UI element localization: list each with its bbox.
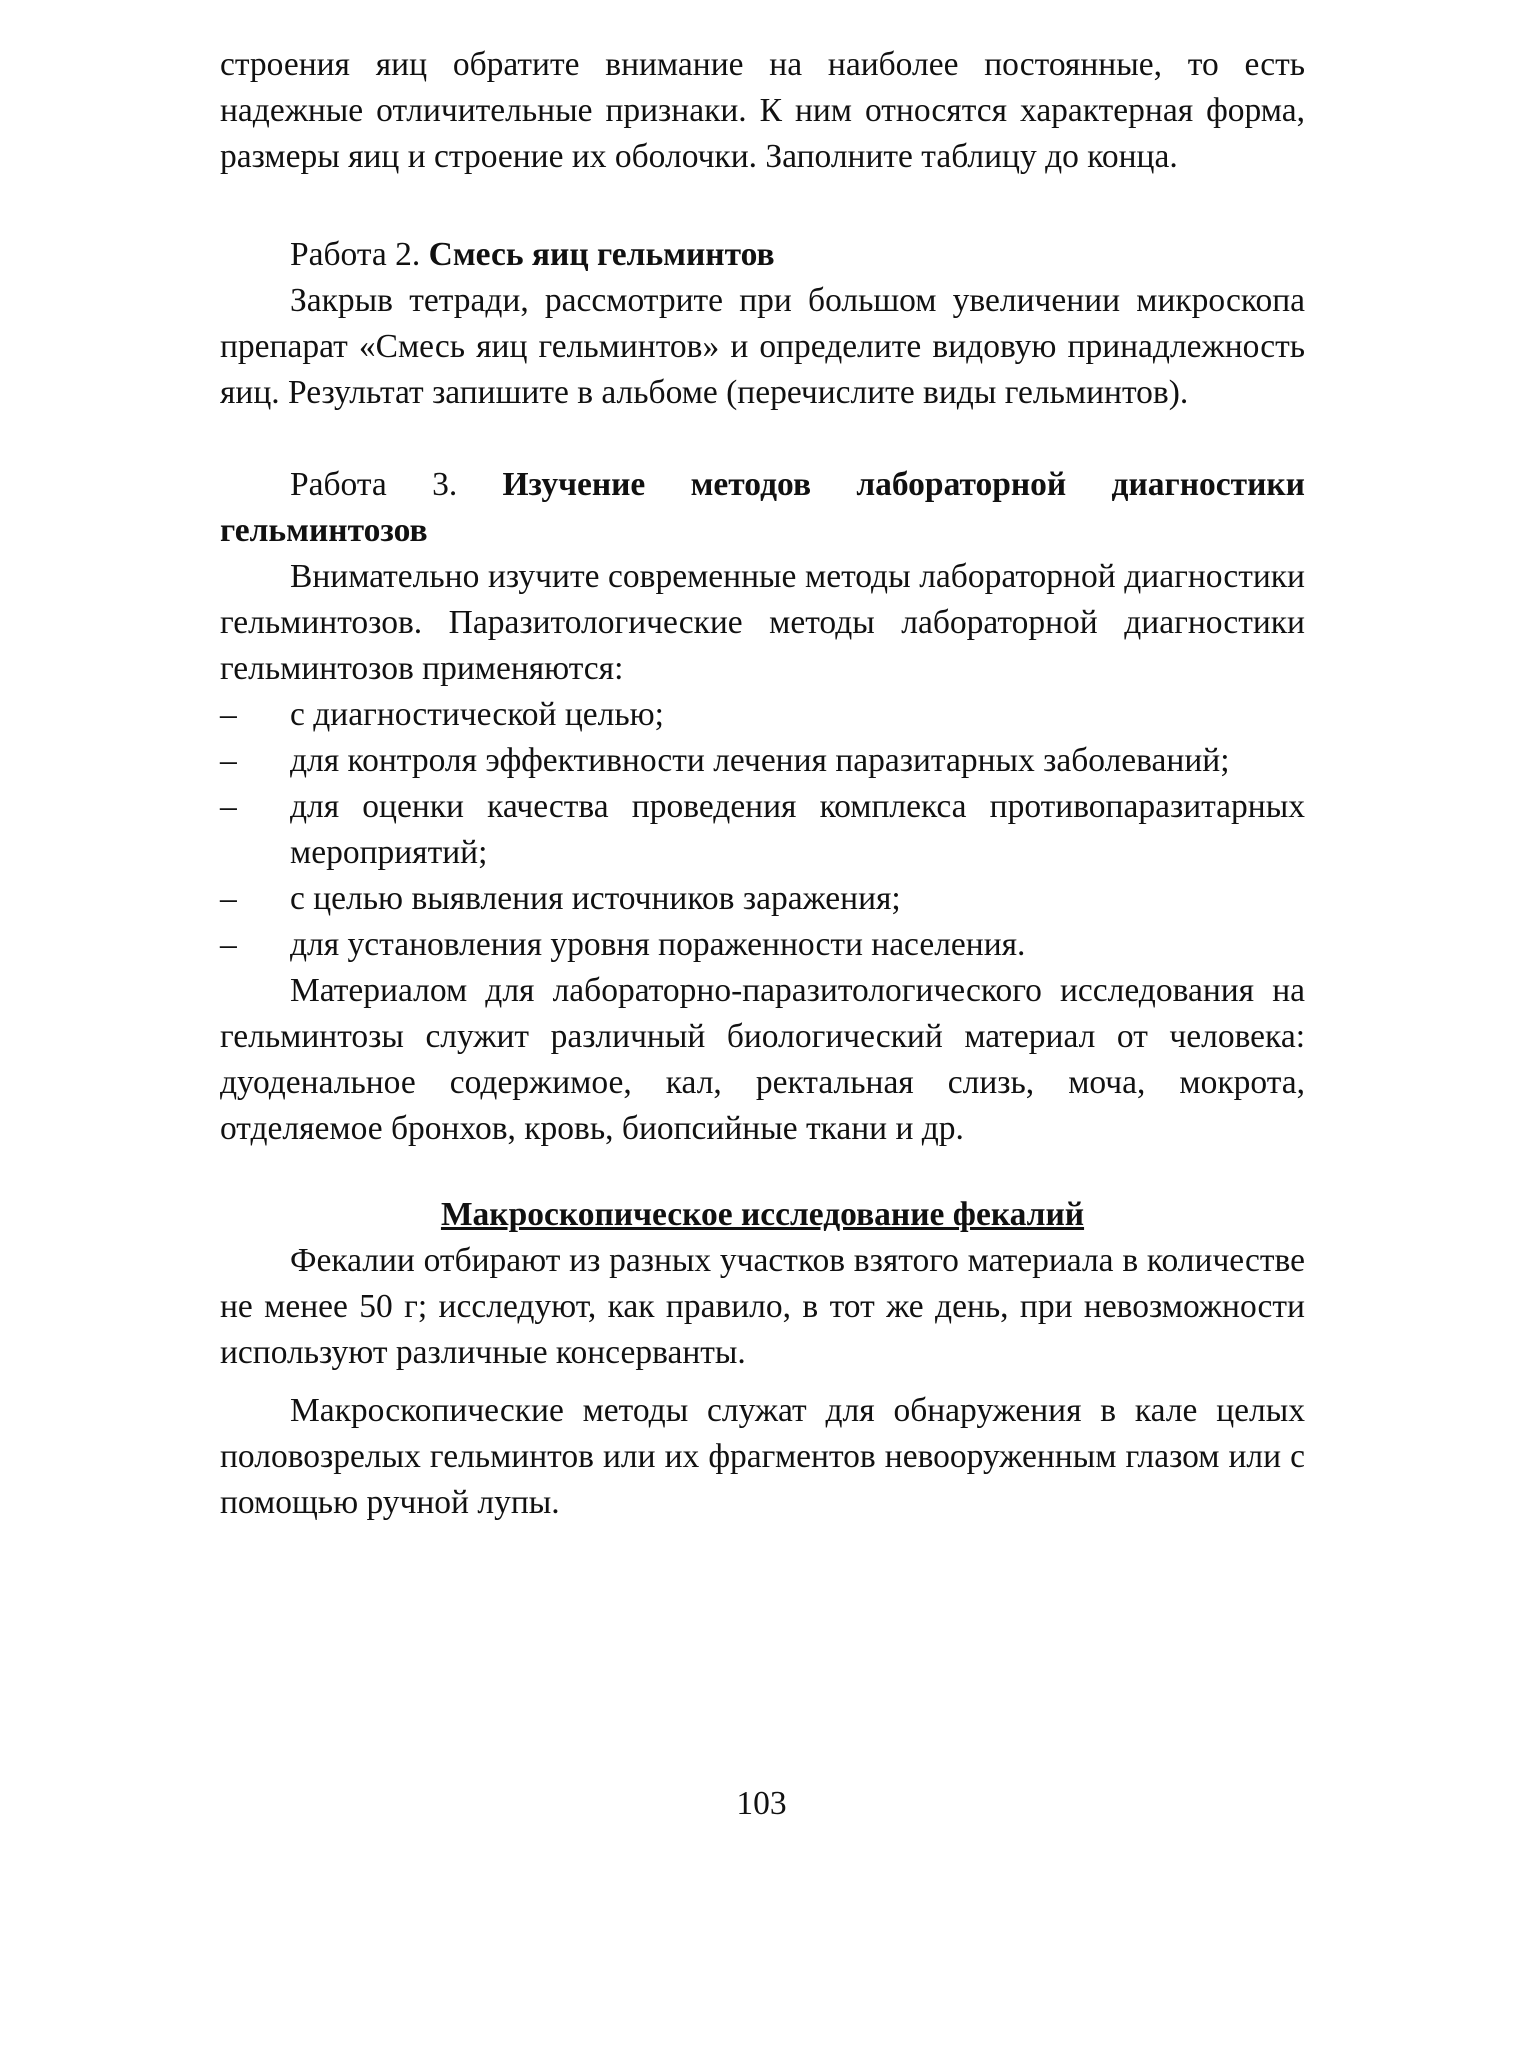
page-content [220, 42, 1305, 1526]
dash-mark: – [220, 926, 237, 963]
list-item-text: для оценки качества проведения комплекса противопаразитарных мероприятий; [290, 788, 1305, 871]
work-3-text: Внимательно изучите современные методы лабораторной диагностики гельминтозов. Паразитологические методы лабораторной диагностики гельминтозов применяются: [220, 558, 1305, 687]
list-item [220, 692, 1305, 738]
work-2-label: Работа 2. [290, 236, 421, 273]
list-item [220, 784, 1305, 876]
list-item [220, 738, 1305, 784]
material-paragraph: Материалом для лабораторно-паразитологического исследования на гельминтозы служит различный биологический материал от человека: дуоденальное содержимое, кал, ректальная слизь, моча, мокрота, отделяемое бронхов, кровь, биопсийные ткани и др. [220, 972, 1305, 1147]
list-item-text: для установления уровня пораженности населения. [290, 926, 1026, 963]
work-3-heading [220, 462, 1305, 554]
list-item-text: для контроля эффективности лечения паразитарных заболеваний; [290, 742, 1230, 779]
list-item [220, 922, 1305, 968]
work-3-label: Работа 3. [290, 466, 458, 503]
work-2-title: Смесь яиц гельминтов [428, 236, 775, 273]
dash-mark: – [220, 742, 237, 779]
list-item-text: с целью выявления источников заражения; [290, 880, 901, 917]
list-item [220, 876, 1305, 922]
intro-paragraph: строения яиц обратите внимание на наиболее постоянные, то есть надежные отличительные признаки. К ним относятся характерная форма, размеры яиц и строение их оболочки. Заполните таблицу до конца. [220, 46, 1305, 175]
dash-mark: – [220, 880, 237, 917]
dash-mark: – [220, 788, 237, 825]
uses-list [220, 692, 1305, 968]
section-heading: Макроскопическое исследование фекалий [440, 1196, 1085, 1233]
feces-paragraph-1: Фекалии отбирают из разных участков взятого материала в количестве не менее 50 г; исследуют, как правило, в тот же день, при невозможности используют различные консерванты. [220, 1242, 1305, 1371]
list-item-text: с диагностической целью; [290, 696, 664, 733]
page-number: 103 [736, 1785, 787, 1822]
work-2-text: Закрыв тетради, рассмотрите при большом увеличении микроскопа препарат «Смесь яиц гельминтов» и определите видовую принадлежность яиц. Результат запишите в альбоме (перечислите виды гельминтов). [220, 282, 1305, 411]
work-2-heading [220, 232, 1305, 278]
feces-paragraph-2: Макроскопические методы служат для обнаружения в кале целых половозрелых гельминтов или их фрагментов невооруженным глазом или с помощью ручной лупы. [220, 1392, 1305, 1521]
work-3-title: Изучение методов лабораторной диагностики гельминтозов [220, 466, 1305, 549]
dash-mark: – [220, 696, 237, 733]
